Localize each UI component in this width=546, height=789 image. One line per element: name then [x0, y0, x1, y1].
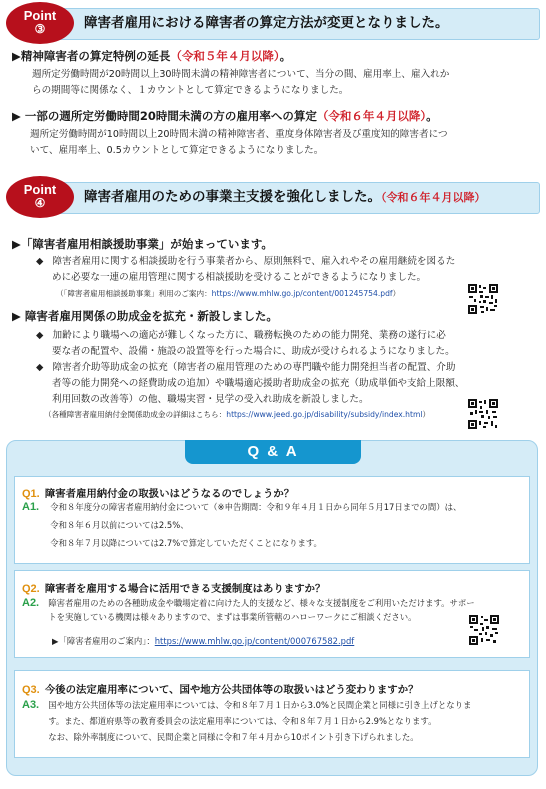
qr-code-icon[interactable] — [468, 614, 500, 646]
heading-text: ▶精神障害者の算定特例の延長 — [12, 49, 171, 63]
q1-answer — [22, 500, 461, 550]
answer-line: 障害者雇用のための各種助成金や職場定着に向けた人的支援など、様々な支援制度をご利用いただけます。サポー — [48, 598, 475, 608]
section4-item1-note — [56, 288, 400, 300]
point-3-badge — [6, 2, 74, 44]
q-label: Q2. — [22, 583, 40, 595]
q1-question — [22, 482, 294, 501]
body-line: 者等の能力開発への経費助成の追加）や職場適応援助者助成金の拡充（助成単価や支給上限額、 — [52, 378, 465, 389]
question-text: 障害者を雇用する場合に活用できる支援制度はありますか？ — [44, 583, 326, 595]
heading-end: 。 — [279, 49, 292, 63]
a-label: A1. — [22, 501, 40, 513]
q-label: Q1. — [22, 488, 40, 500]
q2-question — [22, 577, 325, 596]
section3-item1-heading — [12, 48, 291, 64]
question-text: 障害者雇用納付金の取扱いはどうなるのでしょうか？ — [44, 488, 295, 500]
heading-date: （令和５年４月以降） — [170, 49, 280, 63]
body-line: 利用回数の改善等）の他、職場実習・見学の受入れ助成を新設しました。 — [52, 394, 369, 405]
q2-guide-link — [52, 634, 354, 648]
body-line: らの期間等に関係なく、１カウントとして算定できるようになりました。 — [32, 85, 349, 96]
body-line: 障害者介助等助成金の拡充（障害者の雇用管理のための専門職や能力開発担当者の配置、介助 — [52, 362, 456, 373]
body-line: 障害者雇用に関する相談援助を行う事業者から、原則無料で、雇入れやその雇用継続を図るた — [52, 256, 456, 267]
body-line: 週所定労働時間が10時間以上20時間未満の精神障害者、重度身体障害者及び重度知的障害者につ — [30, 129, 448, 140]
qr-code-icon[interactable] — [467, 283, 499, 315]
body-line: いて、雇用率上、0.5カウントとして算定できるようになりました。 — [30, 145, 324, 156]
note-suffix: ） — [422, 410, 431, 419]
point-word: Point — [23, 182, 57, 197]
a-label: A2. — [22, 597, 40, 609]
q3-answer — [22, 698, 471, 744]
heading-text: ▶ 一部の週所定労働時間20時間未満の方の雇用率への算定 — [12, 109, 317, 123]
section4-item1-body — [36, 254, 455, 286]
bullet: ◆ — [36, 256, 44, 267]
qr-code-icon[interactable] — [467, 398, 499, 430]
answer-line: 令和８年度分の障害者雇用納付金について（※申告期間：令和９年４月１日から同年５月17日までの間）は、 — [50, 502, 462, 512]
q-label: Q3. — [22, 684, 40, 696]
point-number: ③ — [34, 22, 46, 36]
section3-item1-body — [32, 67, 449, 99]
title-text: 障害者雇用のための事業主支援を強化しました。 — [84, 189, 381, 205]
body-line: 週所定労働時間が20時間以上30時間未満の精神障害者について、当分の間、雇用率上、雇入れか — [32, 69, 450, 80]
answer-line: なお、除外率制度について、民間企業と同様に令和７年４月から10ポイント引き下げられました。 — [48, 732, 419, 742]
body-line: 加齢により職場への適応が難しくなった方に、職務転換のための能力開発、業務の遂行に必 — [52, 330, 446, 341]
section4-title — [84, 182, 486, 213]
qa-header: Q & A — [185, 440, 361, 464]
point-word: Point — [23, 8, 57, 23]
section3-item2-body — [30, 127, 448, 159]
note-link[interactable]: https://www.mhlw.go.jp/content/001245754.pdf — [211, 289, 393, 298]
heading-date: （令和６年４月以降） — [316, 109, 427, 123]
answer-line: す。また、都道府県等の教育委員会の法定雇用率については、令和８年７月１日から2.9%となります。 — [48, 716, 437, 726]
body-line: めに必要な一連の雇用管理に関する相談援助を受けることができるようになりました。 — [52, 272, 427, 283]
answer-line: 令和８年６月以前については2.5%、 — [50, 520, 189, 530]
q2-answer — [22, 596, 475, 624]
note-prefix: （各種障害者雇用納付金関係助成金の詳細はこちら： — [44, 410, 227, 419]
answer-line: 国や地方公共団体等の法定雇用率については、令和８年７月１日から3.0%と民間企業と同様に引き上げとなりま — [48, 700, 472, 710]
title-date: （令和６年４月以降） — [381, 191, 486, 204]
answer-line: トを実施している機関は様々ありますので、まずは事業所管轄のハローワークにご相談ください。 — [48, 612, 417, 622]
link-prefix: ▶「障害者雇用のご案内」： — [52, 636, 155, 646]
question-text: 今後の法定雇用率について、国や地方公共団体等の取扱いはどう変わりますか？ — [44, 684, 419, 696]
section3-item2-heading — [12, 108, 438, 124]
section3-title: 障害者雇用における障害者の算定方法が変更となりました。 — [84, 15, 449, 31]
section4-item2-note — [44, 409, 430, 421]
note-suffix: ） — [392, 289, 401, 298]
section4-item2-heading: ▶ 障害者雇用関係の助成金を拡充・新設しました。 — [12, 309, 278, 323]
note-link[interactable]: https://www.jeed.go.jp/disability/subsidy/index.html — [226, 410, 423, 419]
q3-question — [22, 678, 418, 697]
section4-item2-body — [36, 328, 465, 408]
note-prefix: （「障害者雇用相談援助事業」利用のご案内： — [56, 289, 212, 298]
point-number: ④ — [34, 196, 46, 210]
bullet: ◆ — [36, 330, 44, 341]
section4-item1-heading: ▶「障害者雇用相談援助事業」が始まっています。 — [12, 237, 273, 251]
guide-link[interactable]: https://www.mhlw.go.jp/content/000767582.pdf — [154, 636, 355, 646]
body-line: 要な者の配置や、設備・施設の設置等を行った場合に、助成が受けられるようになりました。 — [52, 346, 455, 357]
answer-line: 令和８年７月以降については2.7%で算定していただくことになります。 — [50, 538, 322, 548]
a-label: A3. — [22, 699, 40, 711]
bullet: ◆ — [36, 362, 44, 373]
heading-end: 。 — [426, 109, 438, 123]
point-4-badge — [6, 176, 74, 218]
